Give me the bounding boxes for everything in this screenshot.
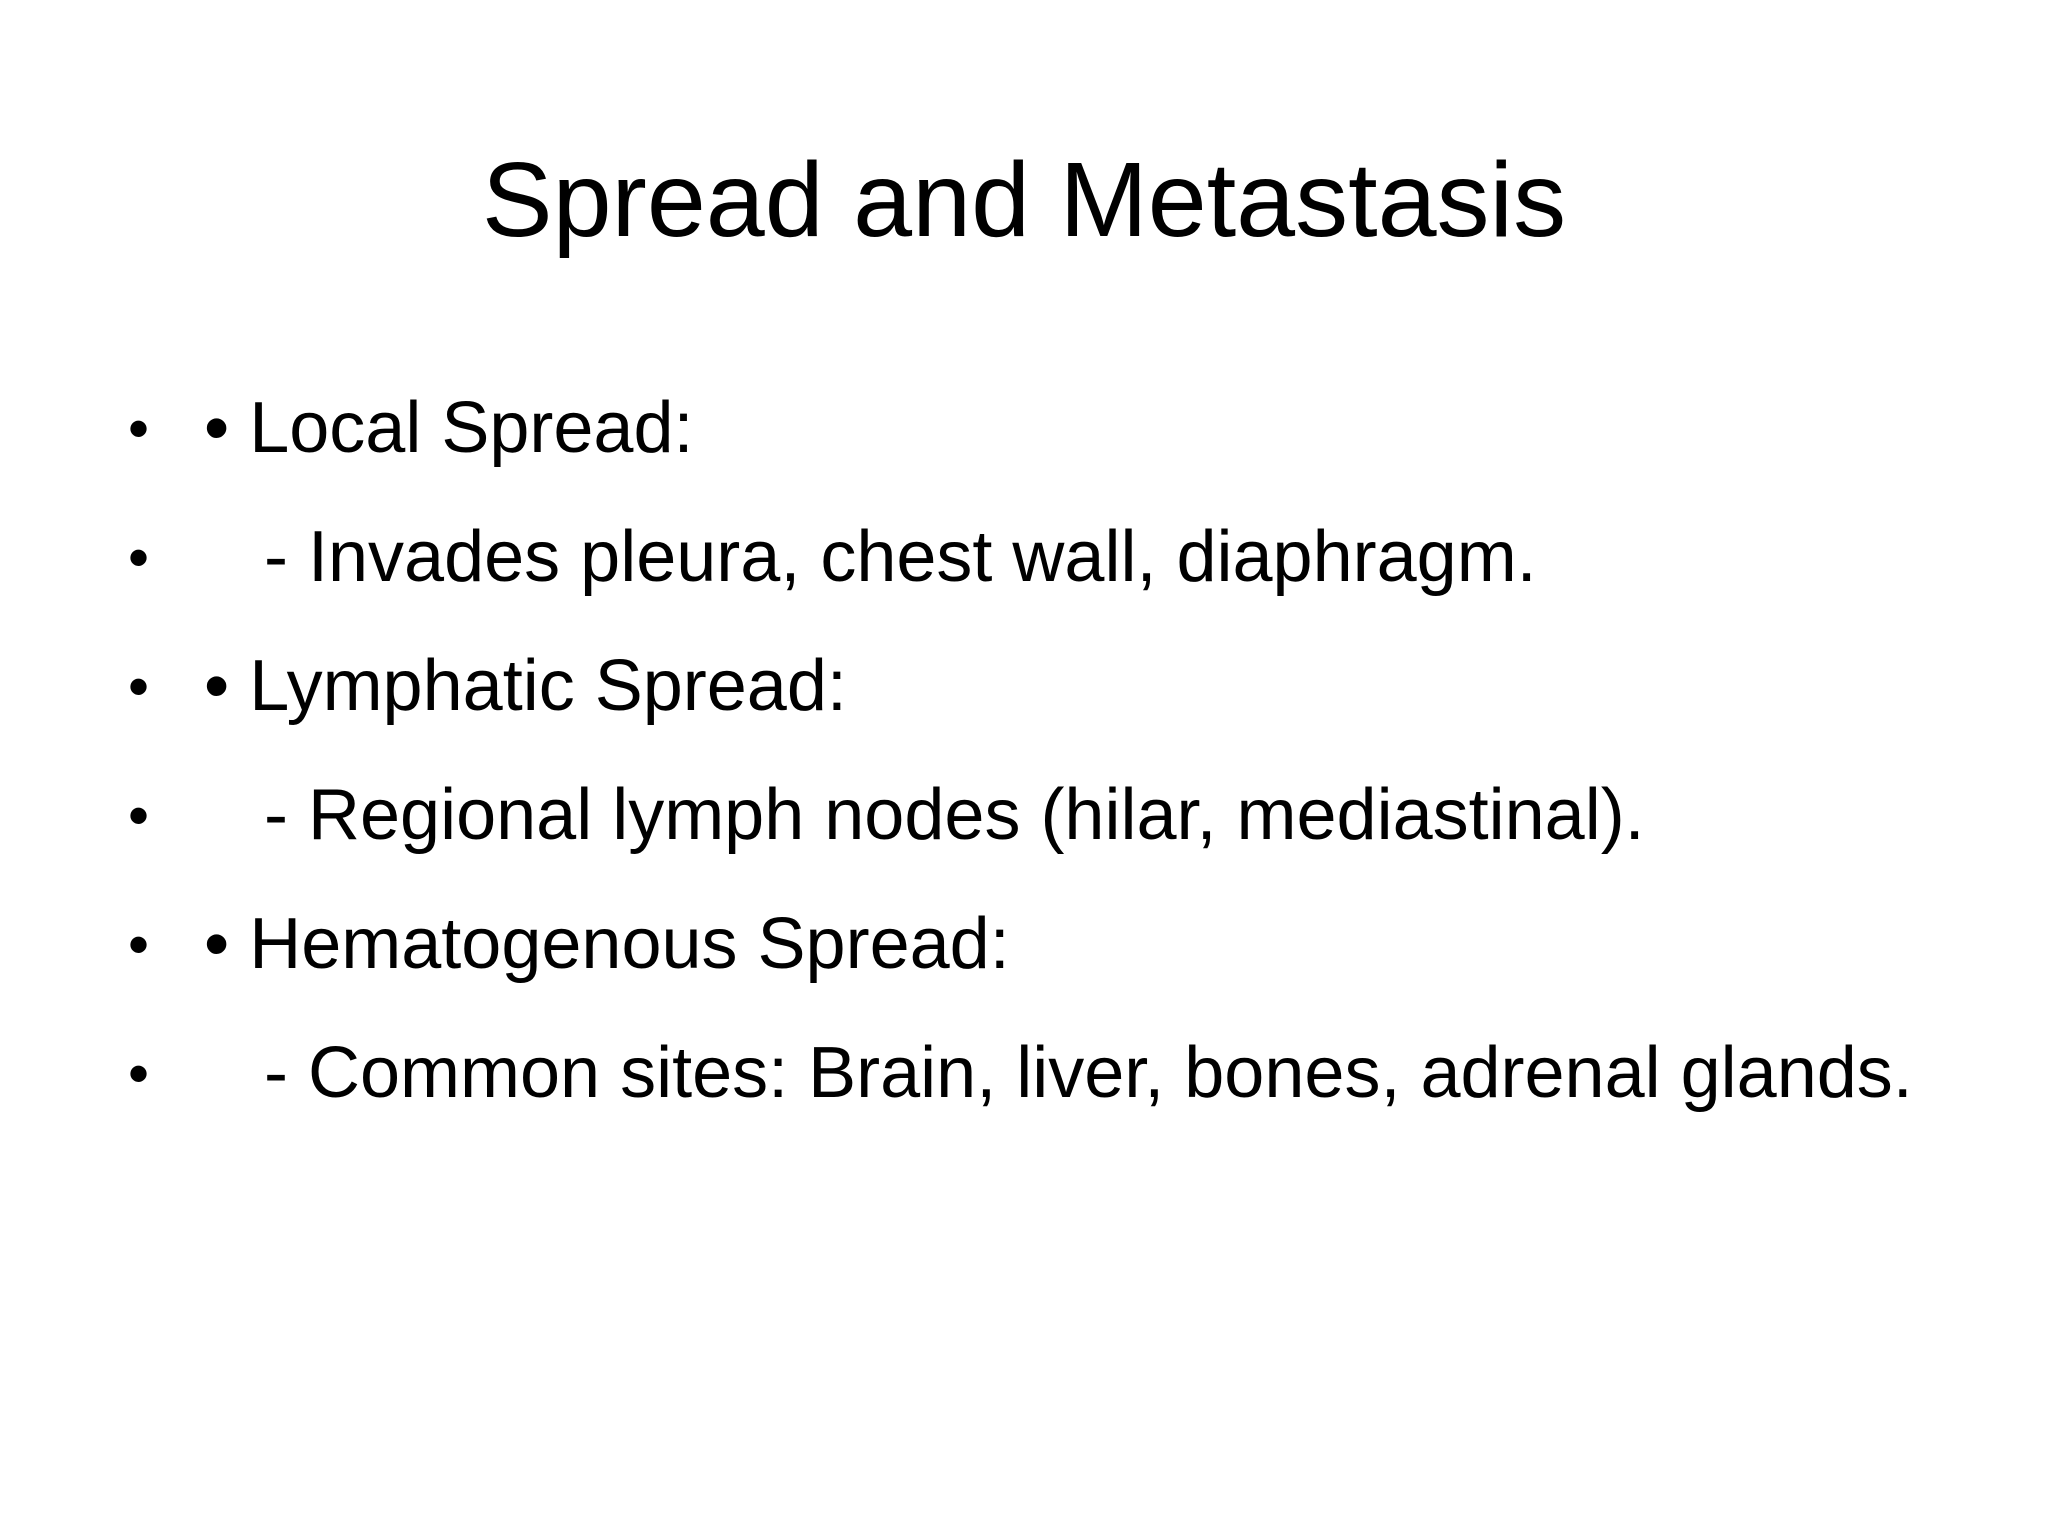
bullet-text: - Regional lymph nodes (hilar, mediastinal). <box>204 775 1645 855</box>
bullet-icon: • <box>128 524 150 591</box>
list-item <box>120 759 1940 872</box>
list-item <box>120 1017 1940 1130</box>
slide-title: Spread and Metastasis <box>481 141 1567 259</box>
bullet-text: • Lymphatic Spread: <box>204 646 847 726</box>
bullet-text: • Local Spread: <box>204 388 694 468</box>
list-item <box>120 888 1940 1001</box>
bullet-text: - Invades pleura, chest wall, diaphragm. <box>204 517 1537 597</box>
bullet-icon: • <box>128 653 150 720</box>
list-item <box>120 372 1940 485</box>
list-item <box>120 501 1940 614</box>
bullet-text: - Common sites: Brain, liver, bones, adrenal glands. <box>204 1033 1913 1113</box>
bullet-text: • Hematogenous Spread: <box>204 904 1010 984</box>
bullet-list <box>120 372 1940 1146</box>
bullet-icon: • <box>128 1040 150 1107</box>
bullet-icon: • <box>128 911 150 978</box>
bullet-icon: • <box>128 782 150 849</box>
bullet-icon: • <box>128 395 150 462</box>
list-item <box>120 630 1940 743</box>
